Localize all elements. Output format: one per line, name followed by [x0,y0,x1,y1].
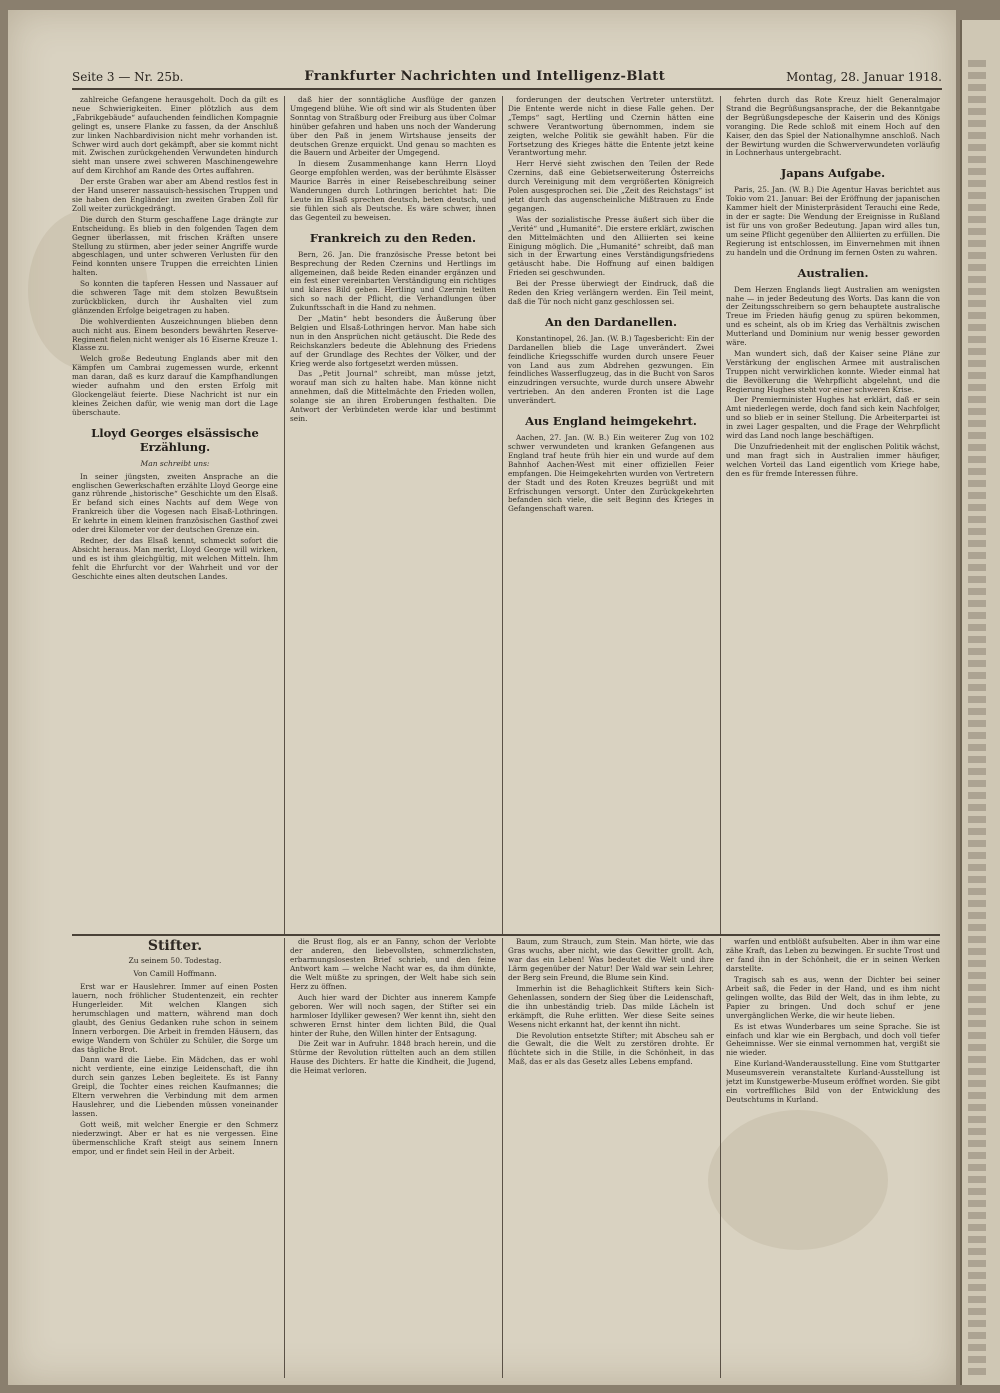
column-1 [72,96,278,934]
edge-text-line [968,708,986,715]
paragraph: fehrten durch das Rote Kreuz hielt Generalmajor Strand die Begrüßungsansprache, der die Bekanntgabe der Begrüßungsdepesche der Kaiserin und des Königs voranging. Die Rede schloß mit einem Hoch auf den Kaiser, den das Spiel der Nationalhymne anschloß. Nach der Bewirtung wurden die Schwerverwundeten vorläufig in Lochnerhaus untergebracht. [726,96,940,158]
edge-text-line [968,948,986,955]
paragraph: Dem Herzen Englands liegt Australien am wenigsten nahe — in jeder Bedeutung des Worts. Das kann die von der Zeitungsschreibern so gern behauptete australische Treue im Frieden häufig genug zu spüren bekommen, und es scheint, als ob im Krieg das Verhältnis zwischen Mutterland und Dominium nur wenig besser geworden wäre. [726,284,940,348]
edge-text-line [968,1092,986,1099]
edge-text-line [968,324,986,331]
edge-text-line [968,900,986,907]
paragraph: Dann ward die Liebe. Ein Mädchen, das er wohl nicht verdiente, eine einzige Leidenschaft, die ihn durch sein ganzes Leben begleitete. Es ist Fanny Greipl, die Tochter eines reichen Kaufmannes; die Eltern verwehren die Verbindung mit dem armen Hauslehrer, und die Liebenden müssen voneinander lassen. [72,1055,278,1119]
edge-text-line [968,828,986,835]
edge-text-line [968,888,986,895]
feuilleton-column-1 [72,938,278,1378]
paragraph: Man wundert sich, daß der Kaiser seine Pläne zur Verstärkung der englischen Armee mit australischen Truppen nicht verwirklichen konnte. Wieder einmal hat die Bevölkerung die Wehrpflicht abgelehnt, und die Regierung Hughes steht vor einer schweren Krise. [726,348,940,394]
paragraph: Paris, 25. Jan. (W. B.) Die Agentur Havas berichtet aus Tokio vom 21. Januar: Bei der Eröffnung der japanischen Kammer hielt der Ministerpräsident Terauchi eine Rede, in der er sagte: Die Wendung der Ereignisse in Rußland ist für uns von großer Bedeutung. Japan wird alles tun, um seine Pflicht gegenüber den Alliierten zu erfüllen. Die Regierung ist entschlossen, im Einvernehmen mit ihnen zu handeln und die Ordnung im fernen Osten zu wahren. [726,185,940,257]
edge-text-line [968,1164,986,1171]
edge-text-line [968,432,986,439]
feuilleton-column-4 [726,938,940,1378]
edge-text-line [968,576,986,583]
edge-text-line [968,300,986,307]
edge-text-line [968,1284,986,1291]
adjacent-page-edge [960,20,1000,1385]
edge-text-line [968,852,986,859]
paragraph: forderungen der deutschen Vertreter unterstützt. Die Entente werde nicht in diese Falle gehen. Der „Temps“ sagt, Hertling und Czernin hätten eine schwere Verantwortung übernommen, indem sie zeigten, welche Politik sie gewählt haben. Für die Fortsetzung des Krieges hätte die Entente jetzt keine Verantwortung mehr. [508,96,714,158]
article-headline: Frankreich zu den Reden. [309,230,477,245]
paragraph: Bern, 26. Jan. Die französische Presse betont bei Besprechung der Reden Czernins und Hertlings im allgemeinen, daß beide Reden einander ergänzen und ein fest einer vereinbarten Verständigung ein richtiges und klares Bild geben. Hertling und Czernin teilten sich so nach der Pflicht, die Verhandlungen über Zukunftsschaft in die Hand zu nehmen. [290,249,496,313]
paragraph: Bei der Presse überwiegt der Eindruck, daß die Reden den Krieg verlängern werden. Ein Teil meint, daß die Tür noch nicht ganz geschlossen sei. [508,279,714,306]
paragraph: Die Unzufriedenheit mit der englischen Politik wächst, und man fragt sich in Australien immer häufiger, welchen Vorteil das Land eigentlich vom Kriege habe, den es für fremde Interessen führe. [726,442,940,478]
edge-text-line [968,468,986,475]
edge-text-line [968,276,986,283]
article-subhead: Man schreibt uns: [140,458,210,468]
edge-text-line [968,876,986,883]
edge-text-line [968,912,986,919]
edge-text-line [968,756,986,763]
feuilleton-body [72,983,278,1157]
edge-text-line [968,864,986,871]
edge-text-line [968,1200,986,1207]
edge-text-line [968,1140,986,1147]
edge-text-line [968,612,986,619]
feuilleton-column-3 [508,938,714,1378]
edge-text-line [968,240,986,247]
paragraph: die Brust flog, als er an Fanny, schon der Verlobte der anderen, den liebevollsten, schmerzlichsten, erbarmungslosesten Brief schrieb, und den feine Antwort kam — welche Nacht war es, da ihm dünkte, die Welt müßte zu springen, der Welt habe sich sein Herz zu öffnen. [290,938,496,991]
edge-text-line [968,492,986,499]
edge-text-line [968,996,986,1003]
edge-text-line [968,504,986,511]
edge-text-line [968,1332,986,1339]
paragraph: Tragisch sah es aus, wenn der Dichter bei seiner Arbeit saß, die Feder in der Hand, und es ihm nicht gelingen wollte, das Bild der Welt, das in ihm lebte, zu Papier zu bringen. Und doch schuf er jene unvergänglichen Werke, die wir heute lieben. [726,974,940,1020]
edge-text-line [968,1296,986,1303]
edge-text-line [968,1368,986,1375]
article-body [290,251,496,424]
edge-text-line [968,804,986,811]
edge-text-line [968,1308,986,1315]
edge-text-line [968,132,986,139]
page-number: Seite 3 — Nr. 25b. [72,70,184,84]
paragraph: Die Revolution entsetzte Stifter; mit Abscheu sah er die Gewalt, die die Welt zu zerstören drohte. Er flüchtete sich in die Stille, in die Schönheit, in das Maß, das er als das Gesetz alles Lebens empfand. [508,1030,714,1067]
paragraph: In diesem Zusammenhange kann Herrn Lloyd George empfohlen werden, was der berühmte Elsässer Maurice Barrès in einer Reisebeschreibung seiner Wanderungen durch Lothringen berichtet hat: Die Leute im Elsaß sprechen deutsch, beten deutsch, und sie fühlen sich als Deutsche. Es wäre schwer, ihnen das Gegenteil zu beweisen. [290,159,496,222]
edge-text-line [968,588,986,595]
paragraph: Eine Kurland-Wanderausstellung. Eine vom Stuttgarter Museumsverein veranstaltete Kurland-Ausstellung ist jetzt im Kunstgewerbe-Museum eröffnet worden. Sie gibt ein vortreffliches Bild von der Entwicklung des Deutschtums in Kurland. [726,1059,940,1105]
column-rule [284,96,285,934]
feuilleton-subtitle: Zu seinem 50. Todestag. [128,955,222,965]
edge-text-line [968,684,986,691]
paragraph: Der Premierminister Hughes hat erklärt, daß er sein Amt niederlegen werde, doch fand sich kein Nachfolger, und so blieb er in seiner Stellung. Die Arbeiterpartei ist in zwei Lager gespalten, und die Frage der Wehrpflicht wird das Land noch lange beschäftigen. [726,395,940,441]
edge-text-line [968,972,986,979]
edge-text-line [968,1176,986,1183]
article-headline: Australien. [797,265,869,280]
article-continuation [726,96,940,158]
edge-text-line [968,636,986,643]
edge-text-line [968,1152,986,1159]
edge-text-line [968,312,986,319]
edge-text-line [968,480,986,487]
edge-text-line [968,768,986,775]
article-body [508,434,714,514]
edge-text-line [968,1104,986,1111]
edge-text-line [968,408,986,415]
paragraph: Was der sozialistische Presse äußert sich über die „Verité“ und „Humanité“. Die erstere erklärt, zwischen den Mittelmächten und den Alliierten sei keine Einigung möglich. Die „Humanité“ schreibt, daß man sich in der Erwartung eines Verständigungsfriedens getäuscht habe. Die Hoffnung auf einen baldigen Frieden sei geschwunden. [508,214,714,278]
edge-text-line [968,336,986,343]
edge-text-line [968,1116,986,1123]
edge-text-line [968,648,986,655]
edge-text-line [968,456,986,463]
article-body [726,186,940,257]
edge-text-line [968,816,986,823]
paragraph: warfen und entblößt aufsubelten. Aber in ihm war eine zähe Kraft, das Leben zu bezwingen. Er suchte Trost und er fand ihn in der Schönheit, die er in seinen Werken darstellte. [726,938,940,973]
edge-text-line [968,1236,986,1243]
paragraph: Welch große Bedeutung Englands aber mit den Kämpfen um Cambrai zugemessen wurde, erkennt man daran, daß es kurz darauf die Kampfhandlungen wieder aufnahm und den ersten Erfolg mit Glockengeläut feierte. Diese Nachricht ist nur ein kleines Zeichen dafür, wie wenig man dort die Lage überschaute. [72,354,278,417]
paragraph: Konstantinopel, 26. Jan. (W. B.) Tagesbericht: Ein der Dardanellen blieb die Lage unverändert. Zwei feindliche Kriegsschiffe wurden durch unsere Feuer von Land aus zum Abdrehen gezwungen. Ein feindliches Wasserflugzeug, das in die Bucht von Saros einzudringen versuchte, wurde durch unsere Abwehr vertrieben. An den anderen Fronten ist die Lage unverändert. [508,333,714,406]
edge-text-line [968,192,986,199]
paragraph: Immerhin ist die Behaglichkeit Stifters kein Sich-Gehenlassen, sondern der Sieg über die Leidenschaft, die ihn unbeständig trieb. Das milde Lächeln ist erkämpft, die Ruhe erlitten. Wer diese Seite seines Wesens nicht erkannt hat, der kennt ihn nicht. [508,983,714,1029]
paragraph: zahlreiche Gefangene herausgeholt. Doch da gilt es neue Schwierigkeiten. Einer plötzlich aus dem „Fabrikgebäude“ aufauchenden feindlichen Kompagnie gelingt es, unsere Flanke zu fassen, da der Anschluß zur linken Nachbardivision nicht mehr vorhanden ist. Schwer wird auch dort gekämpft, aber sie kommt nicht mit. Zwischen zurückgehenden Verwundeten hindurch sieht man unsere zwei schweren Maschinengewehre auf dem Kirchhof am Rande des Ortes auffahren. [72,96,278,176]
edge-text-line [968,348,986,355]
article-body [726,286,940,479]
masthead-title: Frankfurter Nachrichten und Intelligenz-Blatt [304,69,666,84]
edge-text-line [968,84,986,91]
article-headline: Aus England heimgekehrt. [525,414,697,429]
paragraph: Der erste Graben war aber am Abend restlos fest in der Hand unserer nassauisch-hessischen Truppen und sie haben den Engländer im zweiten Graben Zoll für Zoll weiter zurückgedrängt. [72,177,278,213]
paragraph: Redner, der das Elsaß kennt, schmeckt sofort die Absicht heraus. Man merkt, Lloyd George will wirken, und es ist ihm gleichgültig, mit welchen Mitteln. Ihm fehlt die Ehrfurcht vor der Wahrheit und vor der Geschichte eines alten deutschen Landes. [72,535,278,581]
edge-text-line [968,156,986,163]
edge-text-line [968,984,986,991]
edge-text-line [968,1020,986,1027]
edge-text-line [968,540,986,547]
edge-text-line [968,1320,986,1327]
edge-text-line [968,696,986,703]
edge-text-line [968,600,986,607]
edge-text-line [968,120,986,127]
edge-text-line [968,1224,986,1231]
column-rule [502,938,503,1378]
column-rule [502,96,503,934]
edge-text-line [968,1080,986,1087]
article-continuation [508,96,714,307]
edge-text-line [968,1008,986,1015]
feuilleton-body [290,938,496,1076]
edge-text-line [968,1212,986,1219]
paragraph: Aachen, 27. Jan. (W. B.) Ein weiterer Zug von 102 schwer verwundeten und kranken Gefangenen aus England traf heute früh hier ein und wurde auf dem Bahnhof Aachen-West mit einer offiziellen Feier empfangen. Die Heimgekehrten wurden von Vertretern der Stadt und des Roten Kreuzes begrüßt und mit Erfrischungen versorgt. Unter den Zurückgekehrten befanden sich viele, die seit Beginn des Krieges in Gefangenschaft waren. [508,433,714,514]
paragraph: Die wohlverdienten Auszeichnungen blieben denn auch nicht aus. Einem besonders bewährten Reserve-Regiment fielen nicht weniger als 16 Eiserne Kreuze 1. Klasse zu. [72,316,278,353]
paragraph: In seiner jüngsten, zweiten Ansprache an die englischen Gewerkschaften erzählte Lloyd George eine ganz rührende „historische“ Geschichte um den Elsaß. Er befand sich eines Nachts auf dem Wege von Frankreich über die Vogesen nach Elsaß-Lothringen. Er kehrte in einem kleinen französischen Gasthof zwei oder drei Kilometer vor der deutschen Grenze ein. [72,471,278,535]
edge-text-line [968,144,986,151]
edge-text-line [968,840,986,847]
paragraph: Baum, zum Strauch, zum Stein. Man hörte, wie das Gras wuchs, aber nicht, wie das Gewitter grollt. Ach, war das ein Leben! Was bedeutet die Welt und ihre Lärm gegenüber der Natur! Der Wald war sein Lehrer, der Berg sein Freund, die Blume sein Kind. [508,938,714,982]
column-2 [290,96,496,934]
column-3 [508,96,714,934]
page-header [72,64,942,90]
edge-text-line [968,360,986,367]
edge-text-line [968,1272,986,1279]
paragraph: Die durch den Sturm geschaffene Lage drängte zur Entscheidung. Es blieb in den folgenden Tagen dem Gegner überlassen, mit frischen Kräften unsere Stellung zu stürmen, aber jeder seiner Angriffe wurde abgeschlagen, und unter schweren Verlusten für den Feind konnten unsere Truppen die erreichten Linien halten. [72,214,278,278]
edge-text-line [968,624,986,631]
paragraph: Gott weiß, mit welcher Energie er den Schmerz niederzwingt. Aber er hat es nie vergessen. Eine übermenschliche Kraft steigt aus seinem Innern empor, und er findet sein Heil in der Arbeit. [72,1120,278,1157]
column-4 [726,96,940,934]
paragraph: Erst war er Hauslehrer. Immer auf einen Posten lauern, noch fröhlicher Studentenzeit, ein rechter Hungerleider. Mit welchen Klangen sich herumschlagen und mattern, während man doch glaubt, des Genius Gedanken ruhe schon in seinem Innern verborgen. Die Arbeit in fremden Häusern, das ewige Wandern von Schüler zu Schüler, die Sorge um das tägliche Brot. [72,981,278,1054]
edge-text-line [968,780,986,787]
edge-text-line [968,108,986,115]
edge-text-line [968,1260,986,1267]
column-rule [720,938,721,1378]
edge-text-line [968,960,986,967]
edge-text-line [968,288,986,295]
edge-text-line [968,732,986,739]
edge-text-line [968,1344,986,1351]
paragraph: Der „Matin“ hebt besonders die Äußerung über Belgien und Elsaß-Lothringen hervor. Man habe sich nun in den Ansprüchen nicht getäuscht. Die Rede des Reichskanzlers bedeute die Ablehnung des Friedens auf der Grundlage des Rechtes der Völker, und der Krieg werde also fortgesetzt werden müssen. [290,314,496,368]
edge-text-line [968,1356,986,1363]
article-body [72,473,278,582]
edge-text-line [968,252,986,259]
edge-text-line [968,924,986,931]
feuilleton-column-2 [290,938,496,1378]
paragraph: daß hier der sonntägliche Ausflüge der ganzen Umgegend blühe. Wie oft sind wir als Studenten über Sonntag von Straßburg oder Freiburg aus über Colmar hinüber gefahren und haben uns noch der Wanderung über den Paß in jenem Wirtshause jenseits der deutschen Grenze erquickt. Und genau so machten es die Bauern und Arbeiter der Umgegend. [290,96,496,158]
article-headline: Japans Aufgabe. [780,166,886,181]
edge-text-line [968,744,986,751]
edge-text-line [968,552,986,559]
edge-text-line [968,96,986,103]
edge-text-line [968,516,986,523]
edge-text-line [968,444,986,451]
edge-text-line [968,228,986,235]
paragraph: Es ist etwas Wunderbares um seine Sprache. Sie ist einfach und klar wie ein Bergbach, und doch voll tiefer Geheimnisse. Wer sie einmal vernommen hat, vergißt sie nie wieder. [726,1021,940,1058]
edge-text-line [968,168,986,175]
feuilleton-title: Stifter. [147,938,203,954]
edge-text-line [968,372,986,379]
feuilleton-body [508,938,714,1067]
feuilleton-author: Von Camill Hoffmann. [133,968,217,978]
edge-text-line [968,1128,986,1135]
column-rule [720,96,721,934]
edge-text-line [968,660,986,667]
edge-text-line [968,72,986,79]
edge-text-line [968,60,986,67]
article-body [508,335,714,406]
edge-text-line [968,720,986,727]
edge-text-line [968,1068,986,1075]
article-headline: Lloyd Georges elsässische Erzählung. [91,425,259,454]
paragraph: Herr Hervé sieht zwischen den Teilen der Rede Czernins, daß eine Gebietserweiterung Österreichs durch Vereinigung mit dem vergrößerten Königreich Polen ausgesprochen sei. Die „Zeit des Reichstags“ ist jetzt durch das augenscheinliche Mißtrauen zu Ende gegangen. [508,159,714,213]
edge-text-line [968,1248,986,1255]
paragraph: So konnten die tapferen Hessen und Nassauer auf die schweren Tage mit dem stolzen Bewußtsein zurückblicken, durch ihr Aushalten viel zum glänzenden Erfolge beigetragen zu haben. [72,279,278,315]
paragraph: Das „Petit Journal“ schreibt, man müsse jetzt, worauf man sich zu halten habe. Man könne nicht annehmen, daß die Mittelmächte den Frieden wollen, solange sie an ihren Eroberungen festhalten. Die Antwort der Verbündeten werde klar und bestimmt sein. [290,369,496,423]
paragraph: Die Zeit war in Aufruhr. 1848 brach herein, und die Stürme der Revolution rüttelten auch an dem stillen Hause des Dichters. Er hatte die Kindheit, die Jugend, die Heimat verloren. [290,1039,496,1076]
newspaper-page [8,10,956,1385]
feuilleton-rule [72,934,940,936]
edge-text-line [968,528,986,535]
edge-text-line [968,1032,986,1039]
edge-text-line [968,180,986,187]
edge-text-line [968,264,986,271]
edge-text-line [968,792,986,799]
edge-text-line [968,396,986,403]
column-rule [284,938,285,1378]
issue-date: Montag, 28. Januar 1918. [786,70,942,84]
edge-text-line [968,384,986,391]
edge-text-line [968,216,986,223]
article-headline: An den Dardanellen. [544,314,678,329]
edge-text-line [968,1056,986,1063]
edge-text-line [968,936,986,943]
article-continuation [72,96,278,418]
edge-text-line [968,204,986,211]
edge-text-line [968,420,986,427]
edge-text-line [968,672,986,679]
feuilleton-body [726,938,940,1105]
edge-text-line [968,1188,986,1195]
edge-text-line [968,1044,986,1051]
edge-text-line [968,564,986,571]
paragraph: Auch hier ward der Dichter aus innerem Kampfe geboren. Wer will noch sagen, der Stifter sei ein harmloser Idylliker gewesen? Wer kennt ihn, sieht den schweren Ernst hinter dem lichten Bild, die Qual hinter der Ruhe, den Willen hinter der Entsagung. [290,992,496,1038]
article-continuation [290,96,496,223]
